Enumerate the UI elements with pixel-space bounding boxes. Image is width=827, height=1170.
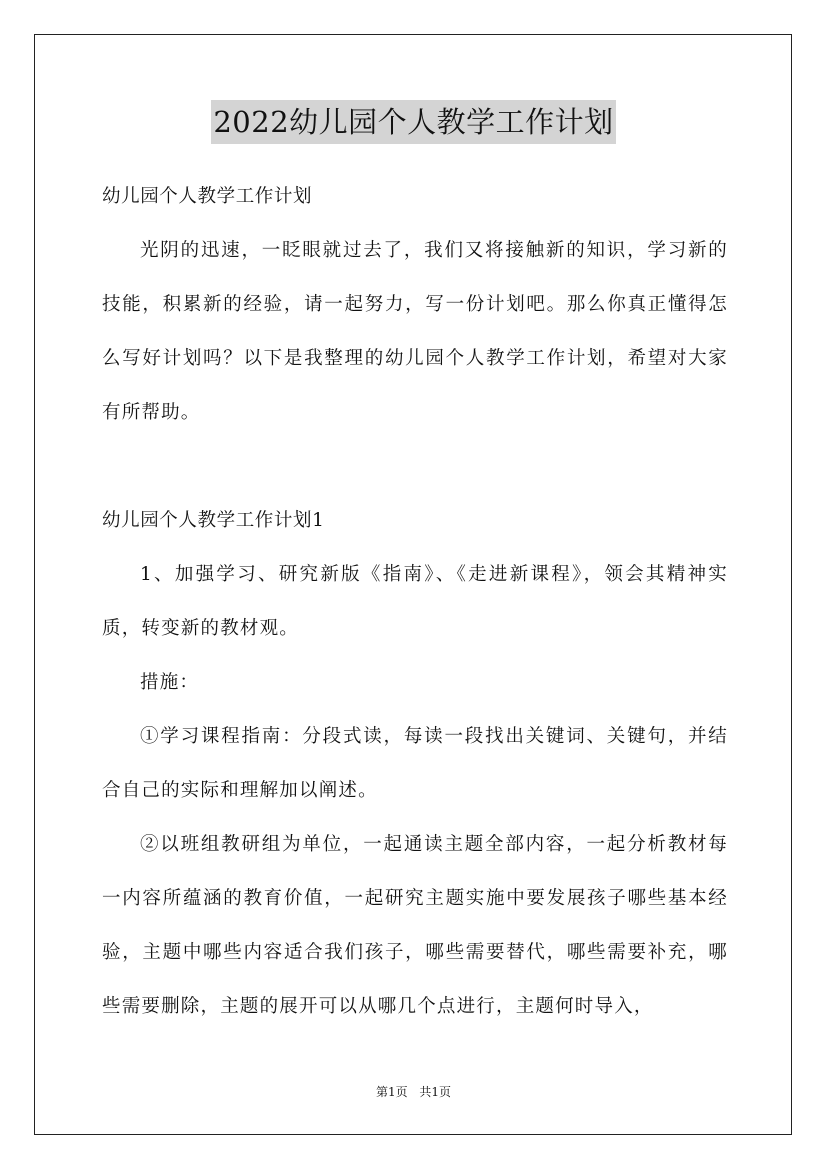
document-title: 2022幼儿园个人教学工作计划 (211, 100, 615, 144)
measure-paragraph-1: ①学习课程指南：分段式读，每读一段找出关键词、关键句，并结合自己的实际和理解加以阐述。 (102, 726, 728, 801)
section-heading: 幼儿园个人教学工作计划1 (102, 510, 325, 531)
measures-label: 措施： (140, 672, 200, 693)
title-block (0, 100, 827, 144)
page-footer (0, 1082, 827, 1102)
page-total: 共1页 (419, 1085, 452, 1099)
document-body (102, 170, 728, 1034)
measure-paragraph-2: ②以班组教研组为单位，一起通读主题全部内容，一起分析教材每一内容所蕴涵的教育价值，一起研究主题实施中要发展孩子哪些基本经验，主题中哪些内容适合我们孩子，哪些需要替代，哪些需要补充，哪些需要删除，主题的展开可以从哪几个点进行，主题何时导入， (102, 834, 728, 1017)
intro-paragraph: 光阴的迅速，一眨眼就过去了，我们又将接触新的知识，学习新的技能，积累新的经验，请一起努力，写一份计划吧。那么你真正懂得怎么写好计划吗？以下是我整理的幼儿园个人教学工作计划，希望对大家有所帮助。 (102, 240, 728, 423)
page-number: 第1页 (375, 1085, 408, 1099)
point-paragraph: 1、加强学习、研究新版《指南》、《走进新课程》，领会其精神实质，转变新的教材观。 (102, 564, 728, 639)
paragraph-spacer (102, 440, 728, 494)
document-subtitle: 幼儿园个人教学工作计划 (102, 186, 313, 207)
